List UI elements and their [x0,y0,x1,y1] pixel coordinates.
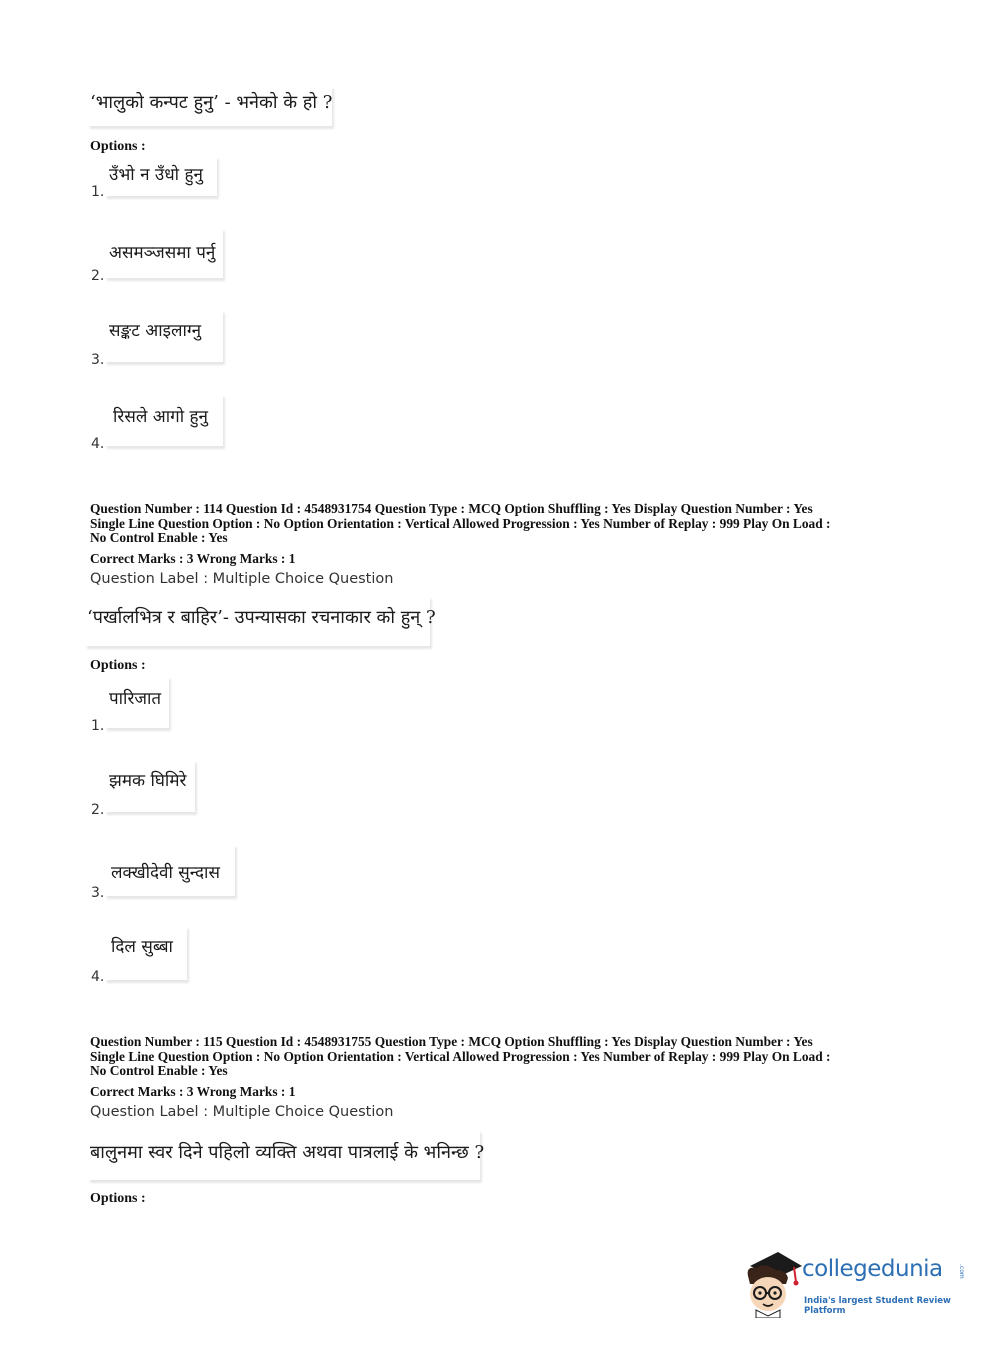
question-114-text-image [85,596,436,646]
option-number: 2. [91,268,105,284]
option-text: पारिजात [109,689,162,709]
metadata-line: Single Line Question Option : No Option Orientation : Vertical Allowed Progression : Yes Number of Replay : 999 Play On Load : [90,515,831,531]
logo-wordmark: collegedunia [802,1256,943,1282]
metadata-line: No Control Enable : Yes [90,1063,228,1079]
option-text: उँभो न उँधो हुनु [109,165,203,185]
option-number: 3. [91,352,105,368]
option-number: 1. [91,718,105,734]
metadata-line: Question Number : 115 Question Id : 4548931755 Question Type : MCQ Option Shuffling : Yes Display Question Number : Yes [90,1034,813,1049]
option-image [105,676,169,728]
question-114-metadata [90,502,920,546]
options-heading: Options : [90,658,146,673]
option-image [105,760,195,812]
collegedunia-logo [742,1248,972,1318]
logo-tagline: India's largest Student Review Platform [804,1296,951,1316]
option-number: 4. [91,436,105,452]
metadata-line: Single Line Question Option : No Option Orientation : Vertical Allowed Progression : Yes Number of Replay : 999 Play On Load : [90,1048,831,1064]
option-text: रिसले आगो हुनु [113,407,208,427]
option-number: 4. [91,969,105,985]
mascot-icon [742,1248,802,1318]
option-text: सङ्कट आइलाग्नु [109,321,202,341]
option-text: असमञ्जसमा पर्नु [109,243,216,263]
options-heading: Options : [90,139,146,154]
option-number: 2. [91,802,105,818]
option-image [105,394,223,446]
option-image [105,926,187,980]
metadata-line: No Control Enable : Yes [90,530,228,546]
logo-domain-suffix: .com [958,1264,965,1279]
question-115-text: बालुनमा स्वर दिने पहिलो व्यक्ति अथवा पात्रलाई के भनिन्छ ? [90,1142,485,1163]
question-115-label: Question Label : Multiple Choice Question [90,1104,394,1120]
question-114-marks: Correct Marks : 3 Wrong Marks : 1 [90,551,296,566]
options-heading: Options : [90,1191,146,1206]
question-115-metadata [90,1035,920,1079]
question-113-text: ‘भालुको कन्पट हुनु’ - भनेको के हो ? [90,92,333,113]
question-113-text-image [88,86,332,126]
question-114-text: ‘पर्खालभित्र र बाहिर’- उपन्यासका रचनाकार को हुन् ? [87,607,436,628]
question-115-text-image [88,1130,485,1180]
option-image [105,228,223,278]
question-114-label: Question Label : Multiple Choice Question [90,571,394,587]
question-115-marks: Correct Marks : 3 Wrong Marks : 1 [90,1084,296,1099]
option-number: 1. [91,184,105,200]
option-text: झमक घिमिरे [109,771,187,791]
option-number: 3. [91,885,105,901]
option-image [105,156,217,196]
option-image [105,310,223,362]
option-text: लक्खीदेवी सुन्दास [111,863,220,883]
metadata-line: Question Number : 114 Question Id : 4548931754 Question Type : MCQ Option Shuffling : Yes Display Question Number : Yes [90,501,813,516]
option-image [105,844,235,896]
option-text: दिल सुब्बा [111,937,173,957]
